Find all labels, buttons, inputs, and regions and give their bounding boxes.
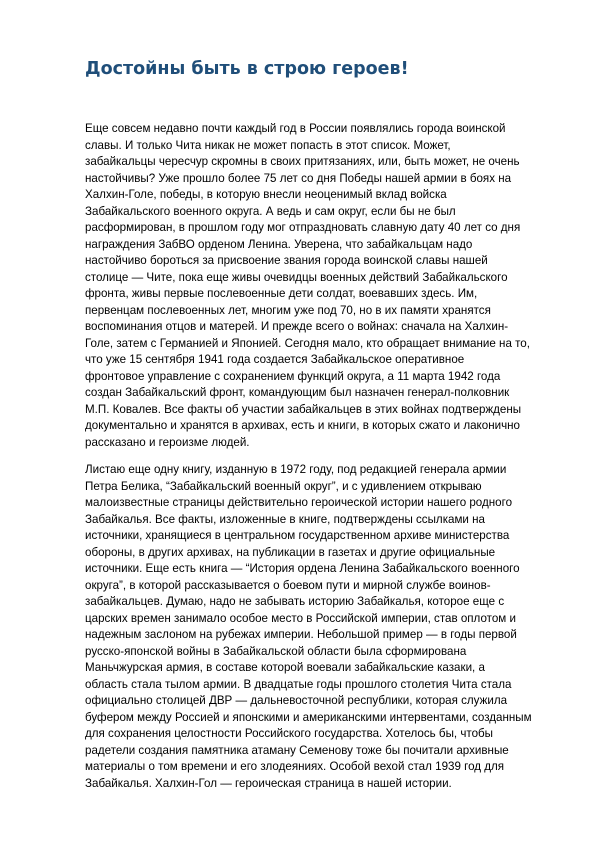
paragraph-line: что уже 15 сентября 1941 года создается Забайкальское оперативное — [85, 353, 465, 366]
paragraph-line: Листаю еще одну книгу, изданную в 1972 году, под редакцией генерала армии — [85, 463, 507, 476]
paragraph-line: Халхин-Голе, победы, в которую внесли неоценимый вклад войска — [85, 188, 447, 201]
paragraph-line: Еще совсем недавно почти каждый год в России появлялись города воинской — [85, 122, 506, 135]
paragraph-line: Забайкалья. Халхин-Гол — героическая страница в нашей истории. — [85, 776, 452, 790]
paragraph-line: радетели создания памятника атаману Семенову тоже бы почитали архивные — [85, 743, 509, 757]
paragraph-line: царских времен занимало особое место в Российской империи, став оплотом и — [85, 611, 516, 625]
paragraph-line: для сохранения целостности Российского государства. Хотелось бы, чтобы — [85, 727, 493, 740]
paragraph-line: официально столицей ДВР — дальневосточной республики, которая служила — [85, 694, 508, 707]
paragraph-line: округа”, в которой рассказывается о боевом пути и мирной службе воинов- — [85, 578, 491, 592]
paragraph-line: забайкальцев. Думаю, надо не забывать историю Забайкалья, которое еще с — [85, 595, 505, 608]
paragraph-line: материалы о том времени и его злодеяниях. Особой вехой стал 1939 год для — [85, 760, 505, 773]
paragraph-line: расформирован, в прошлом году мог отпраздновать славную дату 40 лет со дня — [85, 221, 521, 234]
paragraph-line: малоизвестные страницы действительно героической истории нашего родного — [85, 496, 513, 509]
paragraph-line: фронтовое управление с сохранением функций округа, а 11 марта 1942 года — [85, 369, 501, 383]
paragraph-line: славы. И только Чита никак не может попасть в этот список. Может, — [85, 138, 451, 152]
paragraph-line: настойчиво бороться за присвоение звания города воинской славы нашей — [85, 254, 488, 267]
paragraph-line: надежным заслоном на рубежах империи. Небольшой пример — в годы первой — [85, 628, 517, 641]
paragraph-line: награждения ЗабВО орденом Ленина. Уверена, что забайкальцам надо — [85, 237, 473, 251]
paragraph-line: рассказано и героизме людей. — [85, 435, 250, 449]
paragraph-line: забайкальцы чересчур скромны в своих притязаниях, или, быть может, не очень — [85, 155, 520, 168]
paragraph-line: первенцам послевоенных лет, многим уже под 70, но в их памяти хранятся — [85, 303, 491, 317]
paragraph-line: Петра Белика, “Забайкальский военный округ”, и с удивлением открываю — [85, 479, 482, 493]
article-paragraph-2 — [85, 462, 532, 792]
document-title: Достойны быть в строю героев! — [85, 59, 409, 79]
paragraph-line: Маньчжурская армия, в составе которой воевали забайкальские казаки, а — [85, 661, 485, 674]
paragraph-line: источники. Еще есть книга — “История ордена Ленина Забайкальского военного — [85, 562, 520, 575]
paragraph-line: русско-японской войны в Забайкальской области была сформирована — [85, 644, 467, 658]
paragraph-line: буфером между Россией и японскими и американскими интервентами, созданным — [85, 710, 532, 724]
paragraph-line: документально и хранятся в архивах, есть и книги, в которых сжато и лаконично — [85, 419, 520, 432]
paragraph-line: Забайкалья. Все факты, изложенные в книге, подтверждены ссылками на — [85, 512, 485, 526]
paragraph-line: Голе, затем с Германией и Японией. Сегодня мало, кто обращает внимание на то, — [85, 336, 530, 350]
paragraph-line: обороны, в других архивах, на публикации в газетах и другие официальные — [85, 545, 496, 559]
paragraph-line: область стала тылом армии. В двадцатые годы прошлого столетия Чита стала — [85, 677, 512, 691]
paragraph-line: воспоминания отцов и матерей. И прежде всего о войнах: сначала на Халхин- — [85, 320, 509, 333]
paragraph-line: источники, хранящиеся в центральном государственном архиве министерства — [85, 529, 510, 542]
article-paragraph-1 — [85, 121, 530, 451]
paragraph-line: создан Забайкальский фронт, командующим был назначен генерал-полковник — [85, 386, 510, 399]
paragraph-line: столице — Чите, пока еще живы очевидцы военных действий Забайкальского — [85, 270, 508, 284]
paragraph-line: фронта, живы первые послевоенные дети солдат, воевавших здесь. Им, — [85, 287, 478, 300]
paragraph-line: Забайкальского военного округа. А ведь и сам округ, если бы не был — [85, 204, 456, 218]
paragraph-line: настойчивы? Уже прошло более 75 лет со дня Победы нашей армии в боях на — [85, 171, 512, 185]
paragraph-line: М.П. Ковалев. Все факты об участии забайкальцев в этих войнах подтверждены — [85, 402, 522, 416]
